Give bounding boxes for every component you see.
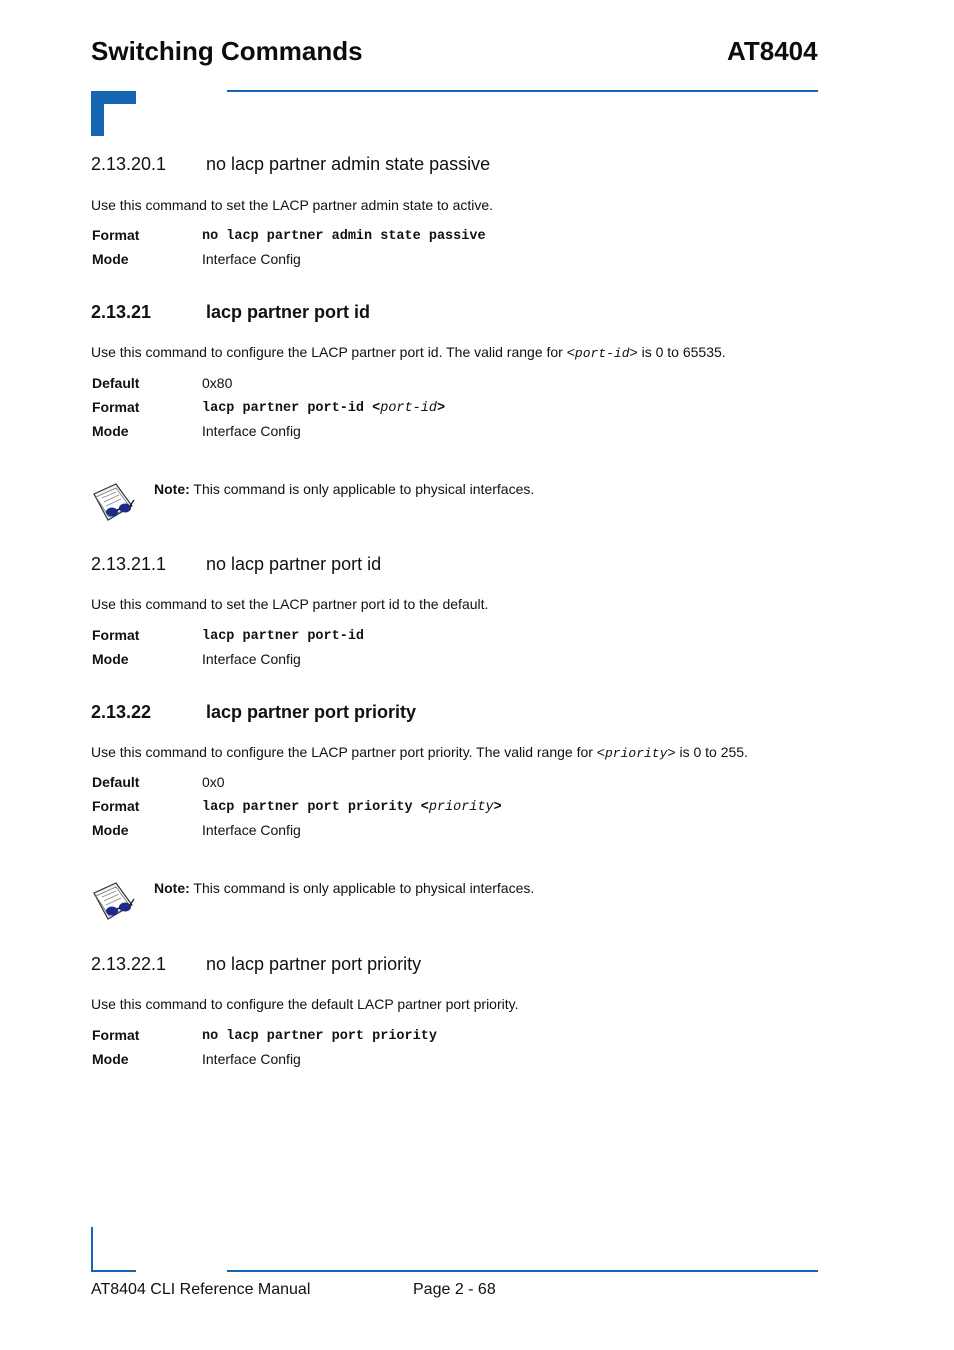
mode-label: Mode: [92, 423, 129, 439]
footer-bracket-bottom: [91, 1270, 136, 1272]
format-command: lacp partner port priority <: [202, 800, 429, 815]
footer-page-number: Page 2 - 68: [413, 1281, 496, 1298]
header-rule: [227, 90, 818, 92]
description-text: > is 0 to 255.: [667, 744, 748, 760]
format-value: no lacp partner port priority: [202, 1029, 437, 1044]
note-label: Note:: [154, 481, 190, 497]
format-label: Format: [92, 1027, 140, 1043]
description-text: Use this command to configure the LACP partner port priority. The valid range for <: [91, 744, 605, 760]
footer-rule: [227, 1270, 818, 1272]
mode-label: Mode: [92, 251, 129, 267]
page-header-title: Switching Commands: [91, 36, 363, 66]
format-command: lacp partner port-id <: [202, 401, 381, 416]
mode-value: Interface Config: [202, 251, 301, 267]
format-value: [202, 800, 502, 815]
section-number: 2.13.22: [91, 702, 152, 722]
section-number: 2.13.20.1: [91, 154, 167, 174]
mode-value: Interface Config: [202, 423, 301, 439]
page-header-model: AT8404: [727, 36, 818, 66]
section-title: lacp partner port id: [206, 302, 371, 322]
default-label: Default: [92, 375, 140, 391]
section-description: Use this command to configure the default LACP partner port priority.: [91, 996, 519, 1012]
section-description: [91, 344, 726, 361]
format-label: Format: [92, 399, 140, 415]
section-description: [91, 744, 748, 761]
section-number: 2.13.21.1: [91, 554, 167, 574]
footer-bracket-left: [91, 1227, 93, 1272]
mode-value: Interface Config: [202, 822, 301, 838]
note-icon: [90, 480, 136, 524]
format-label: Format: [92, 798, 140, 814]
note-body: This command is only applicable to physical interfaces.: [193, 880, 535, 896]
note-text: [154, 880, 534, 896]
mode-label: Mode: [92, 651, 129, 667]
section-number: 2.13.21: [91, 302, 152, 322]
format-close: >: [436, 401, 446, 416]
description-text: > is 0 to 65535.: [629, 344, 726, 360]
section-title: no lacp partner port priority: [206, 954, 422, 974]
description-param: priority: [604, 746, 668, 761]
format-value: no lacp partner admin state passive: [202, 229, 486, 244]
mode-value: Interface Config: [202, 1051, 301, 1067]
format-param: priority: [428, 800, 494, 815]
section-description: Use this command to set the LACP partner port id to the default.: [91, 596, 489, 612]
footer-manual-title: AT8404 CLI Reference Manual: [91, 1281, 311, 1298]
section-title: no lacp partner admin state passive: [206, 154, 491, 174]
default-value: 0x80: [202, 375, 233, 391]
format-value: [202, 401, 445, 416]
section-title: no lacp partner port id: [206, 554, 382, 574]
mode-label: Mode: [92, 1051, 129, 1067]
default-value: 0x0: [202, 774, 225, 790]
mode-label: Mode: [92, 822, 129, 838]
note-body: This command is only applicable to physical interfaces.: [193, 481, 535, 497]
mode-value: Interface Config: [202, 651, 301, 667]
section-number: 2.13.22.1: [91, 954, 167, 974]
default-label: Default: [92, 774, 140, 790]
format-value: lacp partner port-id: [202, 629, 365, 644]
note-icon: [90, 879, 136, 923]
note-text: [154, 481, 534, 497]
section-title: lacp partner port priority: [206, 702, 417, 722]
format-label: Format: [92, 227, 140, 243]
format-param: port-id: [380, 401, 437, 416]
format-label: Format: [92, 627, 140, 643]
description-text: Use this command to configure the LACP partner port id. The valid range for <: [91, 344, 575, 360]
format-close: >: [493, 800, 502, 815]
corner-bracket-left: [91, 91, 104, 136]
description-param: port-id: [574, 346, 630, 361]
section-description: Use this command to set the LACP partner admin state to active.: [91, 197, 494, 213]
note-label: Note:: [154, 880, 190, 896]
